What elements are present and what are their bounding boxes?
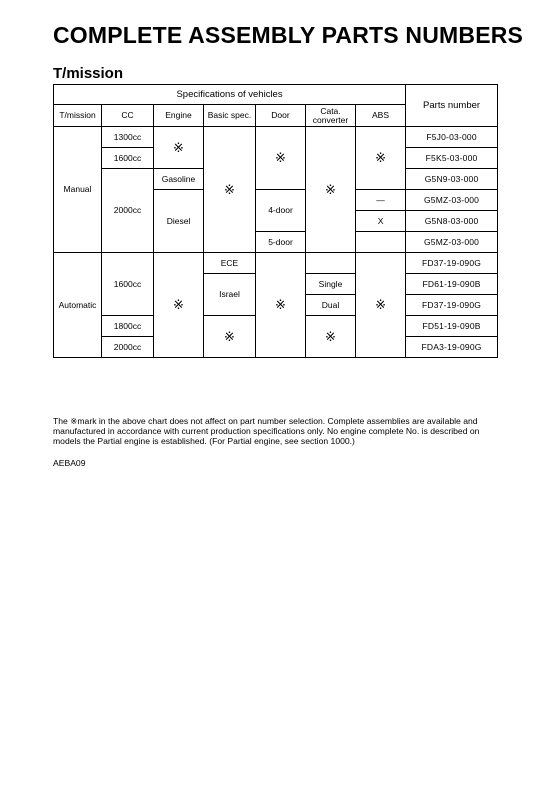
mark-symbol: ※ xyxy=(306,127,356,253)
basic-spec-cell: ECE xyxy=(204,253,256,274)
mark-symbol: ※ xyxy=(154,253,204,358)
column-header-basic-spec: Basic spec. xyxy=(204,105,256,127)
abs-cell: X xyxy=(356,211,406,232)
cata-cell xyxy=(306,253,356,274)
part-number-cell: G5MZ-03-000 xyxy=(406,232,498,253)
cata-cell: Single xyxy=(306,274,356,295)
part-number-cell: FD37-19-090G xyxy=(406,253,498,274)
part-number-cell: F5J0-03-000 xyxy=(406,127,498,148)
tmission-manual: Manual xyxy=(54,127,102,253)
mark-symbol: ※ xyxy=(154,127,204,169)
part-number-cell: G5N9-03-000 xyxy=(406,169,498,190)
cc-cell: 1300cc xyxy=(102,127,154,148)
cata-cell: Dual xyxy=(306,295,356,316)
column-header-engine: Engine xyxy=(154,105,204,127)
page-title: COMPLETE ASSEMBLY PARTS NUMBERS xyxy=(53,22,524,48)
part-number-cell: F5K5-03-000 xyxy=(406,148,498,169)
abs-cell xyxy=(356,232,406,253)
mark-symbol: ※ xyxy=(256,253,306,358)
part-number-cell: FD61-19-090B xyxy=(406,274,498,295)
cc-cell: 1600cc xyxy=(102,148,154,169)
mark-symbol: ※ xyxy=(356,253,406,358)
cc-cell: 2000cc xyxy=(102,337,154,358)
cc-cell: 1800cc xyxy=(102,316,154,337)
column-header-cc: CC xyxy=(102,105,154,127)
mark-symbol: ※ xyxy=(306,316,356,358)
footnote: The ※mark in the above chart does not affect on part number selection. Complete assemblies are available and manufactured in accordance with current production specifications only. No engine complete No. is described on models the Partial engine is established. (For Partial engine, see section 1000.) xyxy=(53,416,480,446)
parts-table xyxy=(53,84,498,358)
door-cell: 4-door xyxy=(256,190,306,232)
mark-symbol: ※ xyxy=(356,127,406,190)
engine-cell: Gasoline xyxy=(154,169,204,190)
abs-cell: — xyxy=(356,190,406,211)
column-header-cata-converter: Cata. converter xyxy=(306,105,356,127)
parts-number-header: Parts number xyxy=(406,85,498,127)
specifications-header: Specifications of vehicles xyxy=(54,85,406,105)
mark-symbol: ※ xyxy=(256,127,306,190)
part-number-cell: FD51-19-090B xyxy=(406,316,498,337)
cc-cell: 1600cc xyxy=(102,253,154,316)
column-header-tmission: T/mission xyxy=(54,105,102,127)
column-header-door: Door xyxy=(256,105,306,127)
door-cell: 5-door xyxy=(256,232,306,253)
section-title: T/mission xyxy=(53,65,124,82)
mark-symbol: ※ xyxy=(204,127,256,253)
document-code: AEBA09 xyxy=(53,458,86,468)
part-number-cell: FD37-19-090G xyxy=(406,295,498,316)
column-header-abs: ABS xyxy=(356,105,406,127)
table-row xyxy=(54,253,498,274)
part-number-cell: G5MZ-03-000 xyxy=(406,190,498,211)
mark-symbol: ※ xyxy=(204,316,256,358)
part-number-cell: G5N8-03-000 xyxy=(406,211,498,232)
table-row xyxy=(54,127,498,148)
cc-cell: 2000cc xyxy=(102,169,154,253)
tmission-automatic: Automatic xyxy=(54,253,102,358)
basic-spec-cell: Israel xyxy=(204,274,256,316)
engine-cell: Diesel xyxy=(154,190,204,253)
part-number-cell: FDA3-19-090G xyxy=(406,337,498,358)
